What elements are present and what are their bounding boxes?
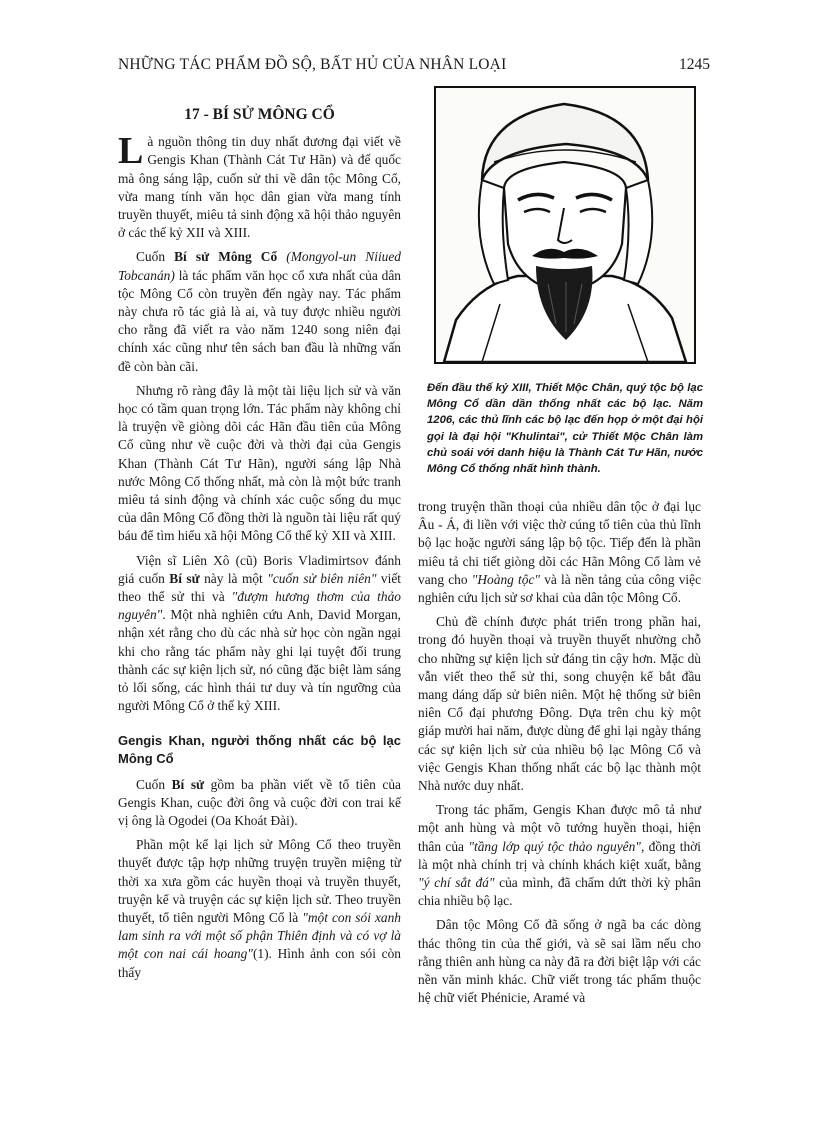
paragraph-1 [118,130,401,242]
portrait-drawing [436,88,694,362]
text-run: trong truyện thần thoại của nhiều dân tộc ở đại lục Âu - Á, đi liền với việc thờ cúng tổ tiên của thủ lĩnh bộ lạc hoặc người sáng lập bộ tộc. Tiếp đến là phần miêu tả chi tiết giòng dõi các Hãn Mông Cổ làm vẻ vang cho [418,499,701,587]
section-heading: Gengis Khan, người thống nhất các bộ lạc Mông Cổ [118,732,401,766]
paragraph-6 [118,836,401,982]
original-title: (Mongyol-un Niiued Tobcanán) [118,249,401,283]
paragraph-10: Dân tộc Mông Cổ đã sống ở ngã ba các dòng thác thông tin của thế giới, và sẽ sai lầm nếu cho rằng thiên anh hùng ca này đã ra đời biệt lập với các nền văn minh khác. Chữ viết trong tác phẩm thuộc hệ chữ viết Phénicie, Aramé và [418,917,701,1006]
quote: "một con sói xanh lam sinh ra với một số phận Thiên định và có vợ là một con nai cái hoang" [118,909,401,962]
text-run: Viện sĩ Liên Xô (cũ) Boris Vladimirtsov đánh giá cuốn [118,552,401,586]
left-column [118,106,401,988]
paragraph-7 [418,498,701,607]
text-run: là tác phẩm văn học cổ xưa nhất của dân tộc Mông Cổ còn truyền đến ngày nay. Tác phẩm này chưa rõ tác giả là ai, và tuy được nhiều người cho rằng đã viết ra vào năm 1240 song niên đại chính xác cũng như tên sách ban đầu là những vấn đề còn bàn cãi. [118,267,401,374]
drop-cap: L [118,130,144,173]
text-run: và là nền tảng của công việc nghiên cứu lịch sử sơ khai của dân tộc Mông Cổ. [418,571,702,606]
paragraph-3: Nhưng rõ ràng đây là một tài liệu lịch sử và văn học có tầm quan trọng lớn. Tác phẩm này không chỉ là truyện về giòng dõi các Hãn đầu tiên của Mông Cổ cũng như về cuộc đời và thời đại của Gengis Khan (Thành Cát Tư Hãn), người sáng lập Nhà nước Mông Cổ thống nhất, mà còn là một bức tranh miêu tả sinh động và chính xác cuộc sống du mục của dân Mông Cổ đồng thời là nguồn tài liệu rất quý báu để tìm hiểu xã hội Mông Cổ thế kỷ XII và XIII. [118,382,401,544]
text-run [277,249,286,264]
text-run: Cuốn [136,776,172,792]
text-run: của mình, đã chấm dứt thời kỳ phân chia nhiều bộ lạc. [418,875,701,909]
right-column [418,498,701,1013]
page-number: 1245 [679,56,710,73]
quote: "tầng lớp quý tộc thảo nguyên" [468,838,641,854]
book-title: Bí sử Mông Cổ [174,249,278,265]
paragraph-2 [118,248,401,375]
figure-caption: Đến đầu thế kỷ XIII, Thiết Mộc Chân, quý tộc bộ lạc Mông Cổ dần dần thống nhất các bộ lạc. Năm 1206, các thủ lĩnh các bộ lạc đến họp ở một đại hội gọi là đại hội "Khulintai", cử Thiết Mộc Chân làm chủ soái với danh hiệu là Thành Cát Tư Hãn, nước Mông Cổ thống nhất hình thành. [427,382,703,476]
text-run: này là một [199,570,268,586]
page-header [118,56,710,82]
paragraph-9 [418,801,701,910]
book-title: Bí sử [169,570,200,586]
text-run: Trong tác phẩm, Gengis Khan được mô tả như một anh hùng và một võ tướng huyền thoại, hiện thân của [418,802,701,854]
running-title: NHỮNG TÁC PHẨM ĐỒ SỘ, BẤT HỦ CỦA NHÂN LOẠI [118,56,507,73]
text-run: . Một nhà nghiên cứu Anh, David Morgan, nhận xét rằng cho dù các nhà sử học còn ngần ngại khi cho rằng tác phẩm này ghi lại tuyệt đối trung thành các sự kiện lịch sử, nó cũng đặc biệt làm sáng tỏ lối sống, các hình thái tư duy và tín ngưỡng của người Mông Cổ ở thế kỷ XIII. [118,607,401,714]
chapter-title: 17 - BÍ SỬ MÔNG CỔ [184,106,335,123]
quote: "cuốn sử biên niên" [267,570,377,586]
paragraph-1-text: à nguồn thông tin duy nhất đương đại viết về Gengis Khan (Thành Cát Tư Hãn) và đế quốc mà ông sáng lập, cuốn sử thi về dân tộc Mông Cổ, vừa mang tính văn học dân gian vừa mang tính truyền thuyết, miêu tả sinh động xã hội thảo nguyên ở các thế kỷ XII và XIII. [118,134,401,241]
text-run: (1). Hình ảnh con sói còn thấy [118,946,401,980]
paragraph-5 [118,776,401,831]
quote: "Hoàng tộc" [471,571,541,587]
text-run: Phần một kể lại lịch sử Mông Cổ theo truyền thuyết được tập hợp những truyện truyền miệng từ thời xa xưa gồm các huyền thoại và truyền thuyết, truyện kể và truyện các sự kiện lịch sử. Theo truyền thuyết, tổ tiên người Mông Cổ là [118,837,401,925]
book-title: Bí sử [171,776,205,792]
text-run: , đồng thời là một nhà chính trị và chính khách kiệt xuất, bằng [418,838,701,872]
paragraph-4 [118,552,401,716]
quote: "ý chí sắt đá" [418,875,495,891]
paragraph-8: Chủ đề chính được phát triển trong phần hai, trong đó huyền thoại và truyền thuyết nhường chỗ cho những sự kiện lịch sử đáng tin cậy hơn. Mặc dù vẫn viết theo thể sử thi, song chuyện kể bắt đầu mang dáng dấp sử biên niên. Một hệ thống sử biên niên Cổ đại phương Đông. Dựa trên chu kỳ một giáp mười hai năm, được dùng để ghi lại ngày tháng các sự kiện lịch sử của nhiều bộ lạc Mông Cổ và việc Gengis Khan thống nhất các bộ lạc thành một Nhà nước duy nhất. [418,614,701,794]
text-run: gồm ba phần viết về tổ tiên của Gengis Khan, cuộc đời ông và cuộc đời con trai kế vị ông là Ogodei (Oa Khoát Đài). [118,776,401,828]
quote: "đượm hương thơm của thảo nguyên" [118,589,401,623]
text-run: Cuốn [136,249,175,265]
genghis-khan-portrait [434,86,696,364]
text-run: viết theo thể sử thi và [118,570,401,605]
